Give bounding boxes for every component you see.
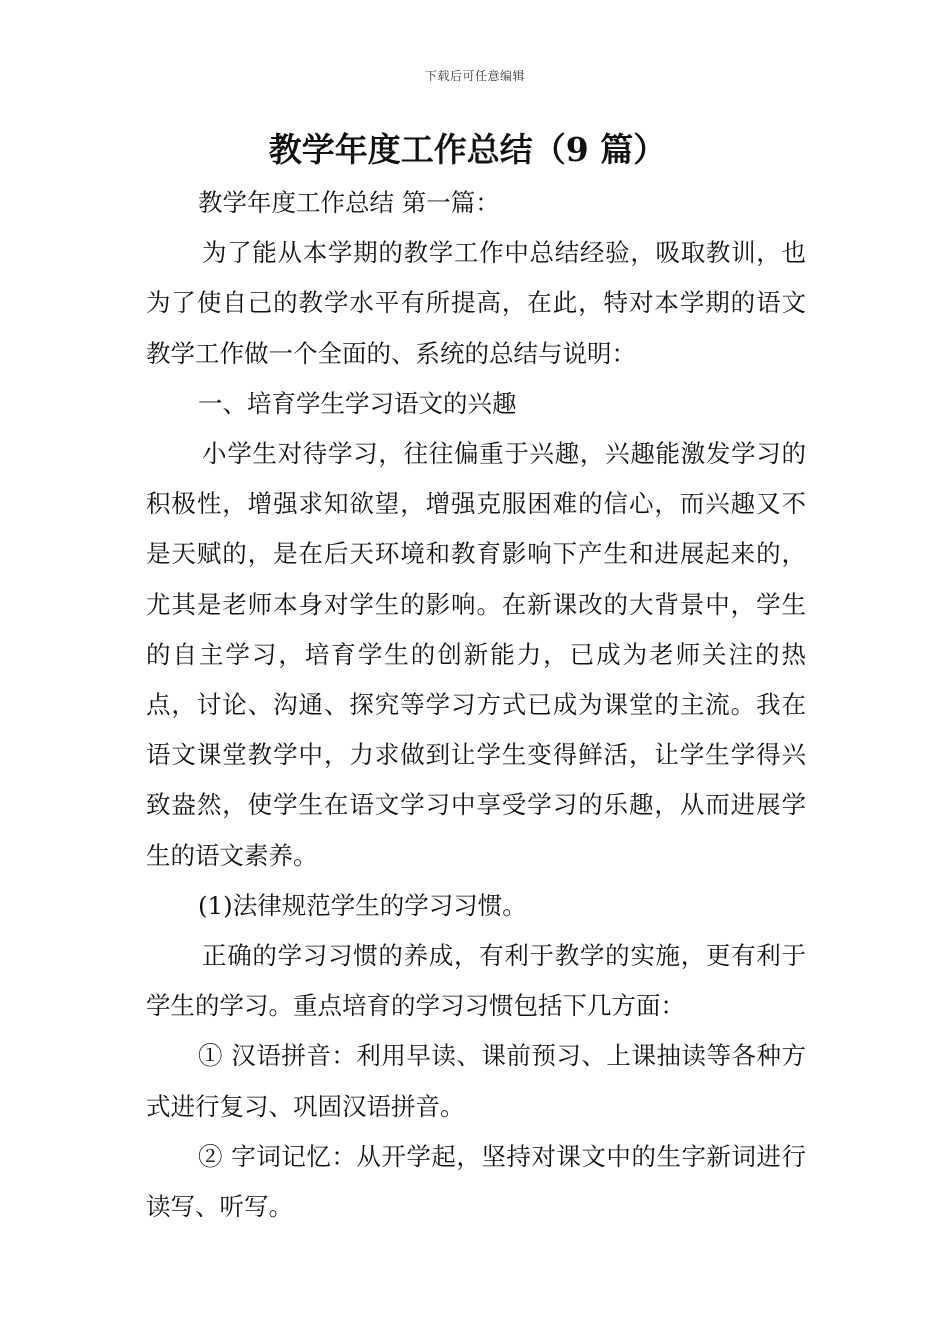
paragraph-intro: 为了能从本学期的教学工作中总结经验，吸取教训，也为了使自己的教学水平有所提高，在此，特对本学期的语文教学工作做一个全面的、系统的总结与说明： (146, 238, 806, 368)
subheading-habits: (1)法律规范学生的学习习惯。 (198, 890, 527, 920)
list-item-words: ② 字词记忆：从开学起，坚持对课文中的生字新词进行读写、听写。 (146, 1141, 806, 1222)
paragraph-interest: 小学生对待学习，往往偏重于兴趣，兴趣能激发学习的积极性，增强求知欲望，增强克服困难的信心，而兴趣又不是天赋的，是在后天环境和教育影响下产生和进展起来的，尤其是老师本身对学生的影响。在新课改的大背景中，学生的自主学习，培育学生的创新能力，已成为老师关注的热点，讨论、沟通、探究等学习方式已成为课堂的主流。我在语文课堂教学中，力求做到让学生变得鲜活，让学生学得兴致盎然，使学生在语文学习中享受学习的乐趣，从而进展学生的语文素养。 (146, 439, 806, 870)
header-note: 下载后可任意编辑 (424, 69, 525, 83)
section-heading-interest: 一、培育学生学习语文的兴趣 (198, 388, 517, 418)
document-title: 教学年度工作总结（9 篇） (268, 130, 667, 169)
document-body (146, 178, 806, 1232)
section-heading: 教学年度工作总结 第一篇： (198, 188, 500, 217)
paragraph-habits: 正确的学习习惯的养成，有利于教学的实施，更有利于学生的学习。重点培育的学习习惯包括下几方面： (146, 941, 806, 1021)
list-item-pinyin: ① 汉语拼音：利用早读、课前预习、上课抽读等各种方式进行复习、巩固汉语拼音。 (146, 1041, 806, 1121)
